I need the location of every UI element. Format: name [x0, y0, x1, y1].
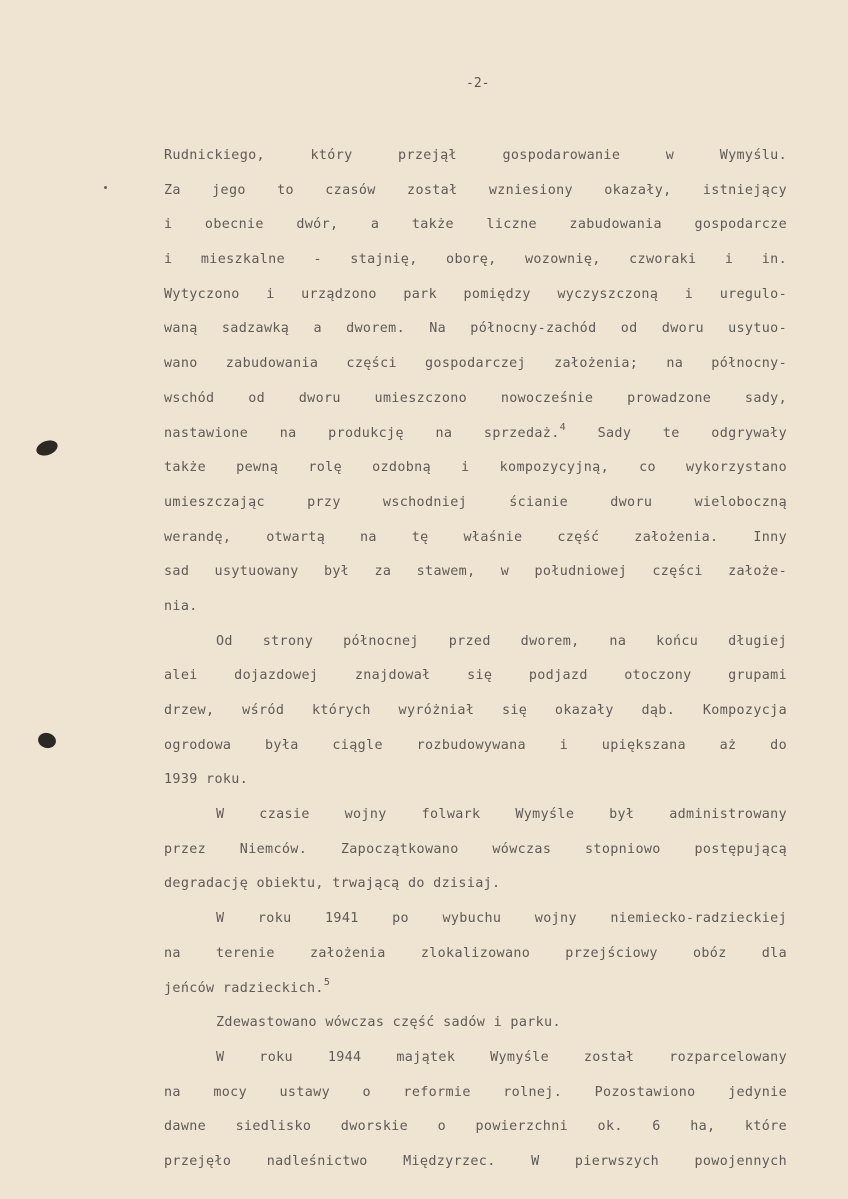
text-fragment: jeńców radzieckich. [164, 980, 324, 996]
speck [104, 186, 107, 189]
text-line: wano zabudowania części gospodarczej założenia; na północny- [164, 356, 787, 372]
footnote-marker: 5 [323, 976, 331, 988]
text-line: alei dojazdowej znajdował się podjazd otoczony grupami [164, 668, 787, 684]
text-line: Za jego to czasów został wzniesiony okazały, istniejący [164, 182, 787, 198]
text-line: także pewną rolę ozdobną i kompozycyjną, co wykorzystano [164, 460, 787, 476]
text-line: ogrodowa była ciągle rozbudowywana i upiększana aż do [164, 737, 787, 753]
text-line: wschód od dworu umieszczono nowocześnie prowadzone sady, [164, 390, 787, 406]
text-line: werandę, otwartą na tę właśnie część założenia. Inny [164, 529, 787, 545]
text-line: W roku 1941 po wybuchu wojny niemiecko-radzieckiej [216, 911, 787, 927]
text-line: sad usytuowany był za stawem, w południowej części założe- [164, 564, 787, 580]
page-number: -2- [466, 76, 490, 91]
text-line: umieszczając przy wschodniej ścianie dworu wieloboczną [164, 494, 787, 510]
text-line: przejęło nadleśnictwo Międzyrzec. W pierwszych powojennych [164, 1153, 787, 1169]
ink-blot [36, 731, 57, 750]
text-line: i mieszkalne - stajnię, oborę, wozownię, czworaki i in. [164, 252, 787, 268]
text-line: Zdewastowano wówczas część sadów i parku. [216, 1015, 561, 1031]
text-line: waną sadzawką a dworem. Na północny-zachód od dworu usytuo- [164, 321, 787, 337]
text-line [164, 421, 788, 459]
text-line: W roku 1944 majątek Wymyśle został rozparcelowany [216, 1049, 787, 1065]
ink-blot [34, 438, 59, 459]
text-line: dawne siedlisko dworskie o powierzchni ok. 6 ha, które [164, 1119, 787, 1135]
text-fragment: Sady te odgrywały [566, 425, 788, 441]
text-line: Wytyczono i urządzono park pomiędzy wyczyszczoną i uregulo- [164, 286, 787, 302]
text-line: W czasie wojny folwark Wymyśle był administrowany [216, 807, 787, 823]
text-line: na mocy ustawy o reformie rolnej. Pozostawiono jedynie [164, 1084, 787, 1100]
text-line: na terenie założenia zlokalizowano przejściowy obóz dla [164, 945, 787, 961]
text-line: degradację obiektu, trwającą do dzisiaj. [164, 876, 501, 892]
text-line: Od strony północnej przed dworem, na końcu długiej [216, 633, 787, 649]
text-line: i obecnie dwór, a także liczne zabudowania gospodarcze [164, 217, 787, 233]
text-line: drzew, wśród których wyróżniał się okazały dąb. Kompozycja [164, 703, 787, 718]
text-line: przez Niemców. Zapoczątkowano wówczas stopniowo postępującą [164, 841, 787, 857]
text-line: nia. [164, 598, 198, 614]
text-fragment: nastawione na produkcję na sprzedaż. [164, 425, 560, 441]
footnote-marker: 4 [559, 421, 566, 433]
text-line: 1939 roku. [164, 772, 249, 788]
text-line [164, 976, 787, 1014]
body-text [164, 146, 787, 1187]
text-line: Rudnickiego, który przejął gospodarowanie w Wymyślu. [164, 148, 787, 163]
